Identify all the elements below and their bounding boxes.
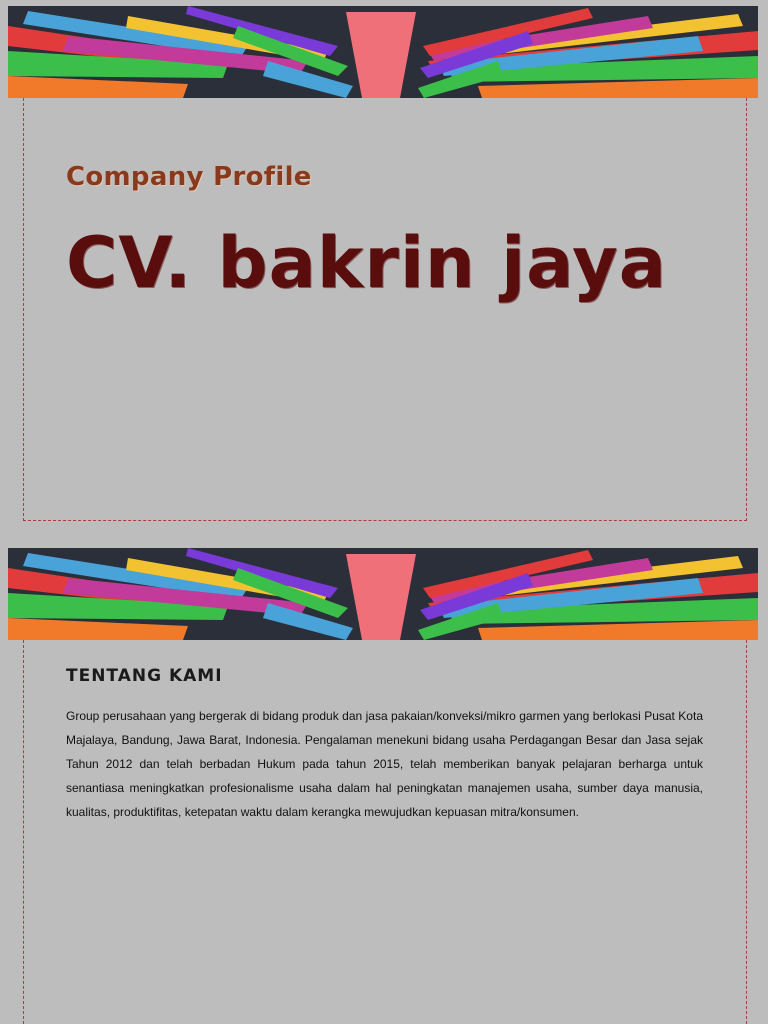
header-banner-image <box>8 6 758 98</box>
about-heading: TENTANG KAMI <box>66 666 223 686</box>
cover-subtitle: Company Profile <box>66 162 312 192</box>
colorful-bars-graphic <box>8 548 758 640</box>
header-banner-image <box>8 548 758 640</box>
about-paragraph: Group perusahaan yang bergerak di bidang produk dan jasa pakaian/konveksi/mikro garmen yang berlokasi Pusat Kota Majalaya, Bandung, Jawa Barat, Indonesia. Pengalaman menekuni bidang usaha Perdagangan Besar dan Jasa sejak Tahun 2012 dan telah berbadan Hukum pada tahun 2015, telah memberikan banyak pelajaran berharga untuk senantiasa meningkatkan profesionalisme usaha dalam hal peningkatan manajemen usaha, sumber daya manusia, kualitas, produktifitas, ketepatan waktu dalam kerangka mewujudkan kepuasan mitra/konsumen. <box>66 709 703 819</box>
about-frame <box>23 640 747 1024</box>
company-name-title: CV. bakrin jaya <box>66 222 668 304</box>
colorful-bars-graphic <box>8 6 758 98</box>
